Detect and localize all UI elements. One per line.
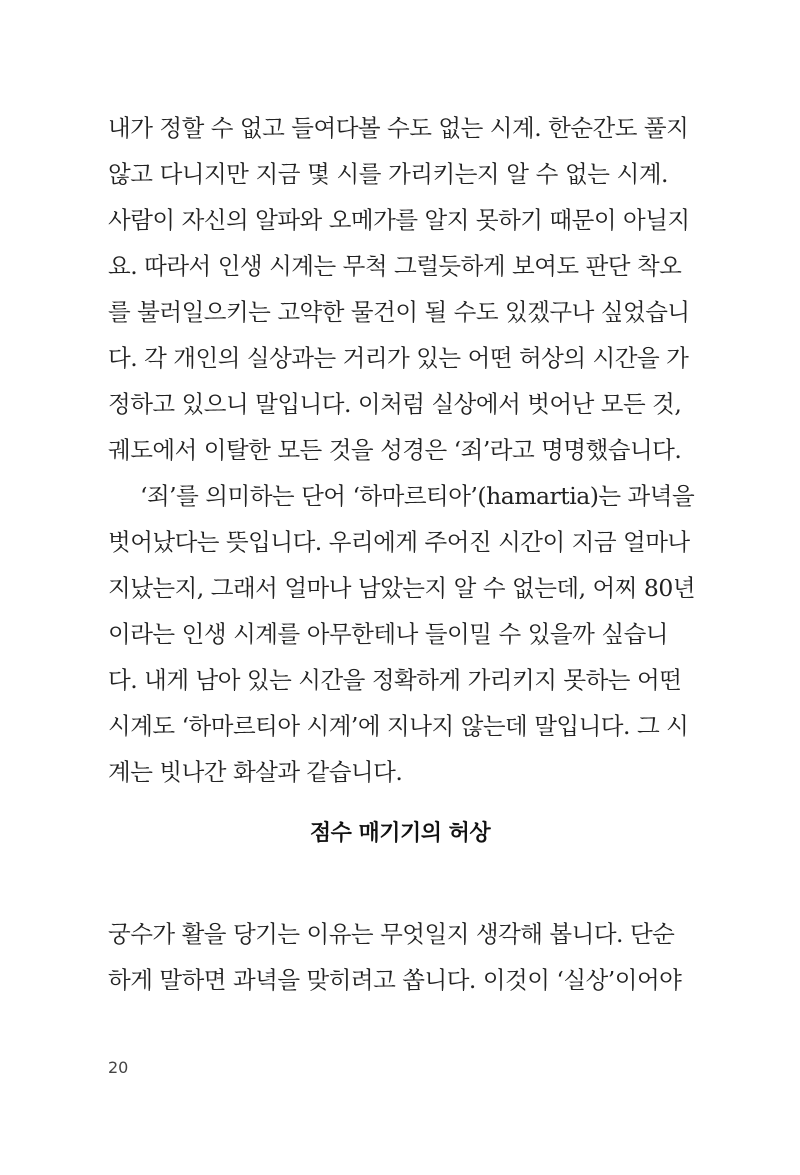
text-line: 정하고 있으니 말입니다. 이처럼 실상에서 벗어난 모든 것,	[108, 390, 682, 418]
text-line: 다. 각 개인의 실상과는 거리가 있는 어떤 허상의 시간을 가	[108, 344, 689, 372]
text-line: 다. 내게 남아 있는 시간을 정확하게 가리키지 못하는 어떤	[108, 666, 682, 694]
text-line: 궁수가 활을 당기는 이유는 무엇일지 생각해 봅니다. 단순	[108, 920, 675, 948]
text-line: 를 불러일으키는 고약한 물건이 될 수도 있겠구나 싶었습니	[108, 298, 690, 326]
section-heading: 점수 매기기의 허상	[309, 821, 491, 846]
text-line: 사람이 자신의 알파와 오메가를 알지 못하기 때문이 아닐지	[108, 206, 690, 234]
text-line: 않고 다니지만 지금 몇 시를 가리키는지 알 수 없는 시계.	[108, 160, 668, 188]
page-number: 20	[108, 1058, 129, 1077]
text-line: 이라는 인생 시계를 아무한테나 들이밀 수 있을까 싶습니	[108, 620, 668, 648]
text-line: 요. 따라서 인생 시계는 무척 그럴듯하게 보여도 판단 착오	[108, 252, 682, 280]
text-line: 하게 말하면 과녁을 맞히려고 쏩니다. 이것이 ‘실상’이어야	[108, 966, 682, 994]
text-line: 내가 정할 수 없고 들여다볼 수도 없는 시계. 한순간도 풀지	[108, 114, 689, 142]
text-line: ‘죄’를 의미하는 단어 ‘하마르티아’(hamartia)는 과녁을	[140, 482, 695, 510]
text-line: 궤도에서 이탈한 모든 것을 성경은 ‘죄’라고 명명했습니다.	[108, 436, 682, 464]
text-line: 벗어났다는 뜻입니다. 우리에게 주어진 시간이 지금 얼마나	[108, 528, 690, 556]
text-line: 시계도 ‘하마르티아 시계’에 지나지 않는데 말입니다. 그 시	[108, 712, 689, 740]
text-line: 지났는지, 그래서 얼마나 남았는지 알 수 없는데, 어찌 80년	[108, 574, 696, 602]
text-line: 계는 빗나간 화살과 같습니다.	[108, 758, 403, 786]
